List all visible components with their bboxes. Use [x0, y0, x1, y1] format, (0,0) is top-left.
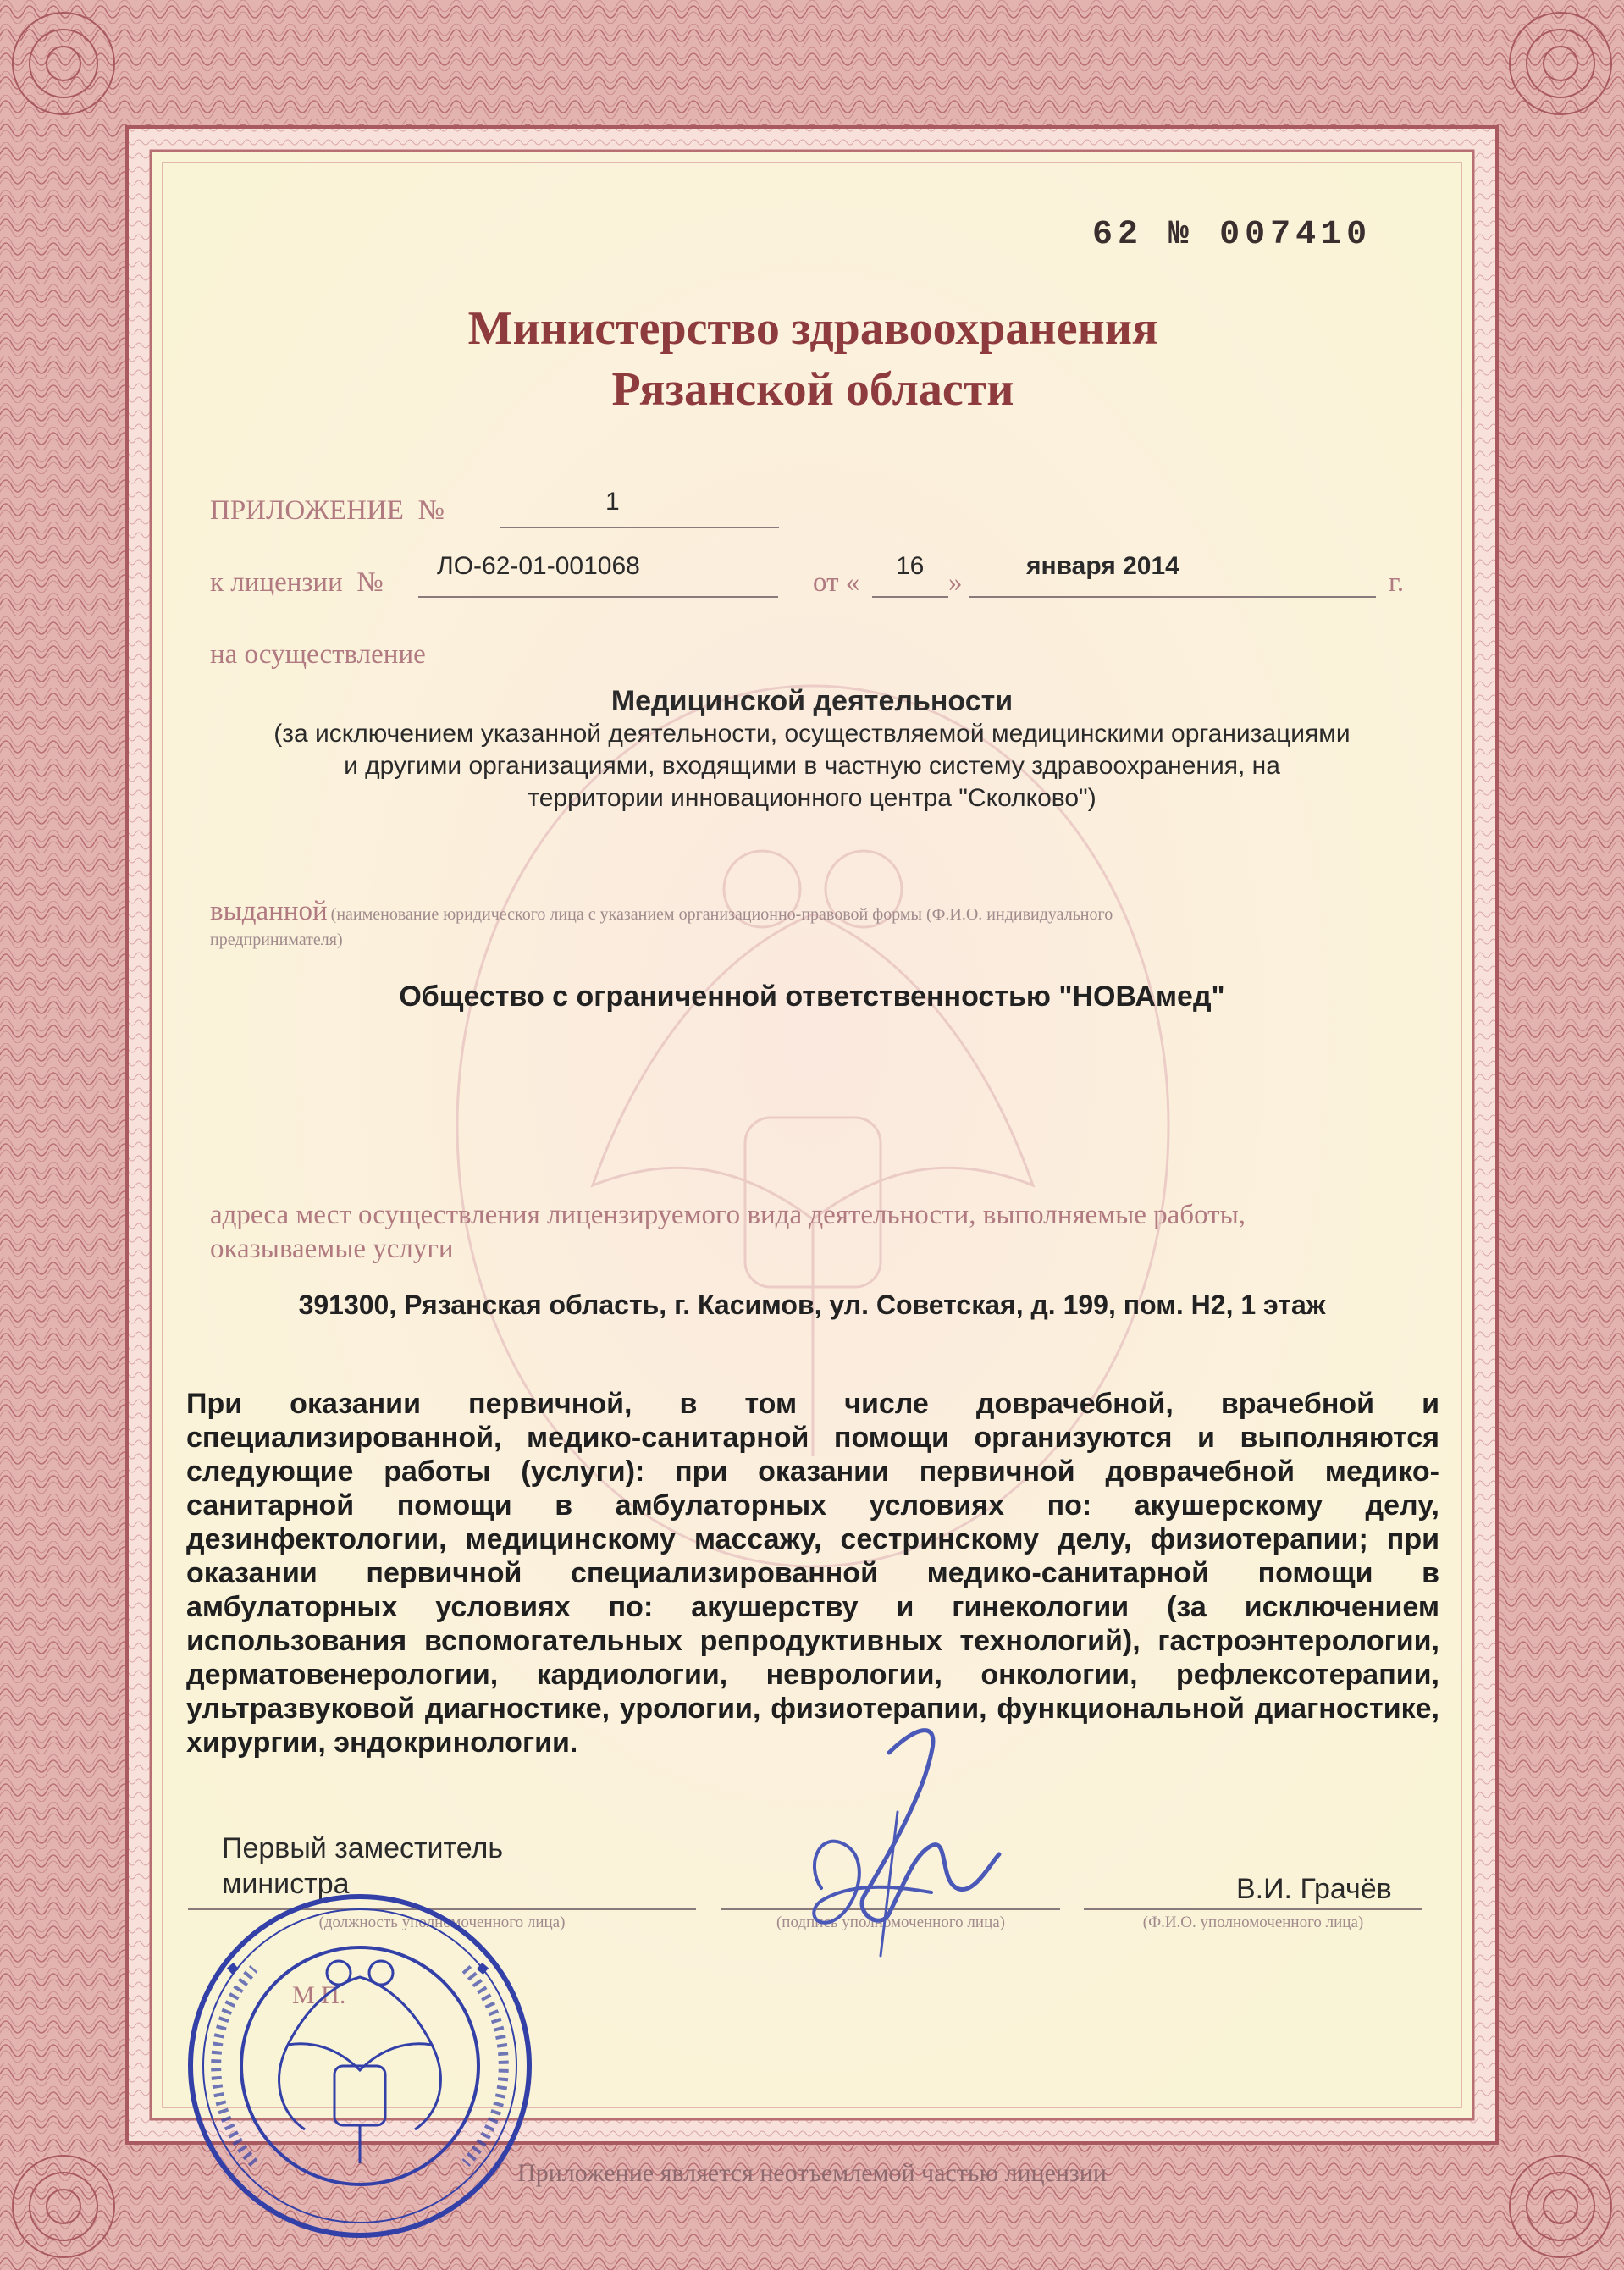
caption-name: (Ф.И.О. уполномоченного лица)	[1142, 1914, 1364, 1931]
series-number: 62	[1092, 216, 1144, 254]
title-line-1: Министерство здравоохранения	[467, 302, 1158, 355]
services-paragraph: При оказании первичной, в том числе доврачебной, врачебной и специализированной, медико-санитарной помощи организуются и выполняются следующие работы (услуги): при оказании первичной доврачебной медико-санитарной помощи в амбулаторных условиях по: акушерскому делу, дезинфектологии, медицинскому массажу, сестринскому делу, физиотерапии; при оказании первичной специализированной медико-санитарной помощи в амбулаторных условиях по: акушерству и гинекологии (за исключением использования вспомогательных репродуктивных технологий), гастроэнтерологии, дерматовенерологии, кардиологии, неврологии, онкологии, рефлексотерапии, ультразвуковой диагностике, урологии, физиотерапии, функциональной диагностике, хирургии, эндокринологии.	[186, 1388, 1439, 1759]
activity-note-line-3: территории инновационного центра "Сколково")	[528, 784, 1096, 812]
footer-note: Приложение является неотъемлемой частью лицензии	[517, 2159, 1107, 2187]
date-day-line	[872, 596, 948, 598]
activity-address: 391300, Рязанская область, г. Касимов, ул. Советская, д. 199, пом. Н2, 1 этаж	[298, 1290, 1326, 1320]
appendix-number-line	[500, 527, 779, 528]
issued-label: выданной	[210, 896, 328, 926]
date-from-label: от «	[813, 567, 860, 598]
addresses-label: адреса мест осуществления лицензируемого вида деятельности, выполняемые работы, оказываемые услуги	[210, 1200, 1246, 1264]
license-label: к лицензии №	[210, 567, 384, 598]
form-serial-number	[1092, 216, 1372, 254]
license-number-line	[418, 596, 778, 598]
signatory-name: В.И. Грачёв	[1236, 1873, 1392, 1905]
date-day: 16	[896, 552, 925, 580]
date-month-line	[969, 596, 1376, 598]
title-line-2: Рязанской области	[611, 363, 1014, 416]
year-suffix: г.	[1389, 567, 1405, 598]
form-number: 007410	[1219, 216, 1373, 254]
activity-title: Медицинской деятельности	[610, 685, 1014, 717]
appendix-number: 1	[605, 488, 620, 516]
handwritten-signature	[787, 1719, 1025, 1973]
organization-name: Общество с ограниченной ответственностью "НОВАмед"	[399, 980, 1225, 1013]
issued-label-block	[210, 896, 1421, 953]
activity-note-line-1: (за исключением указанной деятельности, осуществляемой медицинскими организациями	[273, 720, 1351, 748]
caption-position: (должность уполномоченного лица)	[318, 1914, 566, 1931]
stamp-place-label: М.П.	[292, 1981, 346, 2009]
caption-signature: (подпись уполномоченного лица)	[776, 1914, 1005, 1931]
appendix-label: ПРИЛОЖЕНИЕ №	[210, 495, 445, 526]
issued-hint-line-2: предпринимателя)	[210, 931, 343, 949]
issuing-authority-title	[254, 298, 1372, 420]
activity-block	[169, 684, 1455, 815]
date-month-year: января 2014	[1026, 552, 1179, 580]
name-line	[1084, 1908, 1422, 1910]
license-number: ЛО-62-01-001068	[437, 552, 640, 580]
purpose-label: на осуществление	[210, 639, 426, 670]
date-close-quote: »	[948, 567, 963, 598]
activity-note-line-2: и другими организациями, входящими в частную систему здравоохранения, на	[344, 752, 1280, 780]
number-sign: №	[1168, 216, 1195, 254]
signatory-position: Первый заместитель министра	[222, 1832, 504, 1900]
official-seal-stamp	[178, 1884, 542, 2248]
issued-hint-line-1: (наименование юридического лица с указанием организационно-правовой формы (Ф.И.О. индивидуального	[330, 905, 1113, 924]
